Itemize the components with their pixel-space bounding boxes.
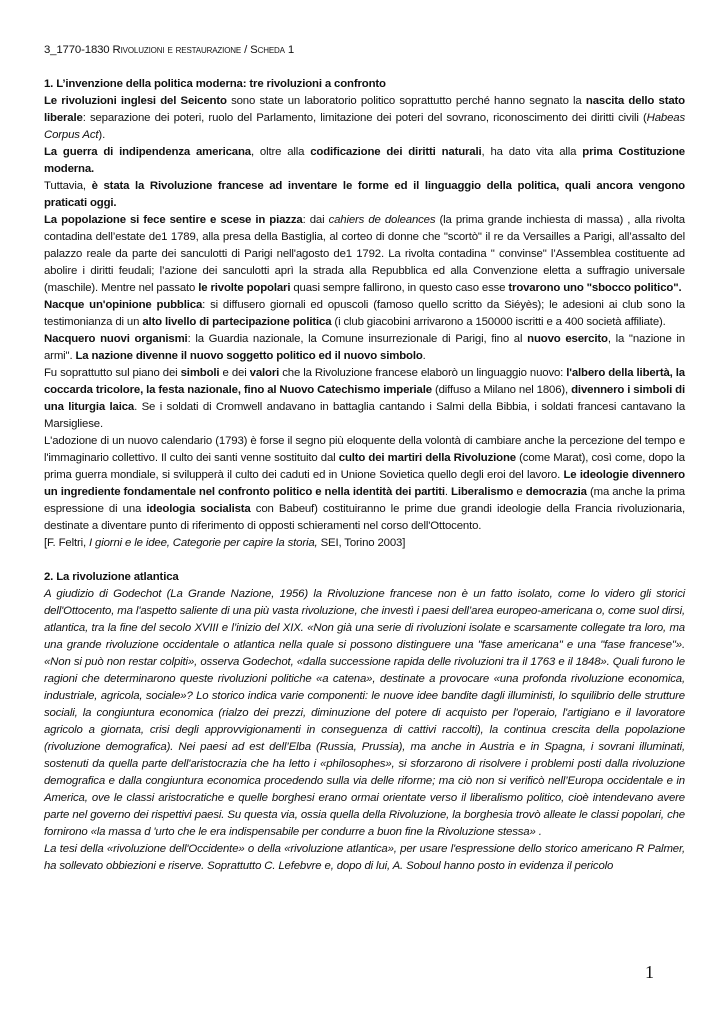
text-run: , oltre alla xyxy=(250,146,311,158)
text-run: , la "nazione in armi". xyxy=(44,333,685,362)
bold-text: Le rivoluzioni inglesi del Seicento xyxy=(44,95,227,107)
italic-text: cahiers de doleances xyxy=(328,214,436,226)
text-run: sono state un laboratorio politico soprattutto perché hanno segnato la xyxy=(226,95,586,107)
citation xyxy=(44,535,685,552)
paragraph xyxy=(44,144,685,178)
section-2-body xyxy=(44,586,685,875)
paragraph xyxy=(44,93,685,144)
bold-text: simboli xyxy=(180,367,220,379)
bold-text: democrazia xyxy=(525,486,587,498)
paragraph xyxy=(44,331,685,365)
running-header xyxy=(44,42,685,59)
paragraph xyxy=(44,297,685,331)
bold-text: nuovo esercito xyxy=(527,333,608,345)
section-1-heading: 1. L’invenzione della politica moderna: tre rivoluzioni a confronto xyxy=(44,78,386,90)
paragraph xyxy=(44,178,685,212)
bold-text: La guerra di indipendenza americana xyxy=(44,146,251,158)
header-title: Rivoluzioni e restaurazione / Scheda 1 xyxy=(112,44,295,56)
text-run: . Se i soldati di Cromwell andavano in battaglia cantando i Salmi della Bibbia, i soldati francesi cantavano la Marsigliese. xyxy=(44,401,686,430)
bold-text: codificazione dei diritti naturali xyxy=(310,146,482,158)
bold-text: La nazione divenne il nuovo soggetto politico ed il nuovo simbolo xyxy=(75,350,423,362)
text-run: (come Marat), così come, dopo la prima guerra mondiale, si svilupperà il culto dei caduti ed in Unione Sovietica quello degli eroi del lavoro. xyxy=(44,452,685,481)
italic-text: La tesi della «rivoluzione dell'Occidente» o della «rivoluzione atlantica», per usare l'espressione dello storico americano R Palmer, ha sollevato obbiezioni e riserve. Soprattutto C. Lefebvre e, dopo di lui, A. Soboul hanno posto in evidenza il pericolo xyxy=(44,843,685,872)
text-run: [F. Feltri, xyxy=(44,537,90,549)
text-run: Tuttavia, xyxy=(44,180,92,192)
bold-text: divennero i simboli di una liturgia laica xyxy=(44,384,685,413)
bold-text: nascita dello stato liberale xyxy=(44,95,685,124)
paragraph xyxy=(44,365,685,433)
text-run: quasi sempre fallirono, in questo caso esse xyxy=(290,282,509,294)
text-run: . xyxy=(422,350,426,362)
bold-text: valori xyxy=(249,367,280,379)
text-run: : dai xyxy=(302,214,329,226)
bold-text: alto livello di partecipazione politica xyxy=(142,316,332,328)
bold-text: culto dei martiri della Rivoluzione xyxy=(338,452,516,464)
paragraph xyxy=(44,841,685,875)
bold-text: le rivolte popolari xyxy=(198,282,291,294)
paragraph xyxy=(44,586,685,841)
text-run: (la prima grande inchiesta di massa) , alla rivolta contadina dell’estate de1 1789, alla presa della Bastiglia, al corteo di donne che "scortò" il re da Versailles a Parigi, all’assalto del palazzo reale da parte dei sanculotti di Parigi nell'agosto de1 1792. La rivolta contadina " convinse" l’Assemblea costituente ad abolire i diritti feudali; l’azione dei sanculotti aprì la strada alla Repubblica ed alla Convenzione eletta a suffragio universale (maschile). Mentre nel passato xyxy=(44,214,685,294)
text-run: ). xyxy=(98,129,106,141)
bold-text: ideologia socialista xyxy=(146,503,251,515)
section-2-heading: 2. La rivoluzione atlantica xyxy=(44,571,179,583)
text-run: (ma anche la prima espressione di una xyxy=(44,486,685,515)
bold-text: l'albero della libertà, la coccarda tricolore, la festa nazionale, fino al Nuovo Catechismo imperiale xyxy=(44,367,685,396)
document-page xyxy=(44,42,685,875)
text-run: (i club giacobini arrivarono a 150000 iscritti e a 400 società affiliate). xyxy=(331,316,666,328)
section-1-body xyxy=(44,93,685,535)
text-run: : separazione dei poteri, ruolo del Parlamento, limitazione dei poteri del sovrano, riconoscimento dei diritti civili ( xyxy=(82,112,647,124)
bold-text: trovarono uno "sbocco politico". xyxy=(508,282,682,294)
text-run: . xyxy=(444,486,452,498)
bold-text: Le ideologie divennero un ingrediente fondamentale nel confronto politico e nella identità dei partiti xyxy=(44,469,685,498)
text-run: SEI, Torino 2003] xyxy=(317,537,406,549)
bold-text: è stata la Rivoluzione francese ad inventare le forme ed il linguaggio della politica, quali ancora vengono praticati oggi. xyxy=(44,180,685,209)
bold-text: La popolazione si fece sentire e scese in piazza xyxy=(44,214,303,226)
bold-text: Nacquero nuovi organismi xyxy=(44,333,188,345)
text-run: e xyxy=(513,486,526,498)
paragraph xyxy=(44,433,685,535)
italic-text: I giorni e le idee, Categorie per capire la storia, xyxy=(89,537,318,549)
text-run: Fu soprattutto sul piano dei xyxy=(44,367,181,379)
page-number: 1 xyxy=(645,962,654,982)
text-run: L'adozione di un nuovo calendario (1793) è forse il segno più eloquente della volontà di cambiare anche la percezione del tempo e l'immaginario collettivo. Il culto dei santi venne sostituito dal xyxy=(44,435,685,464)
italic-text: Habeas Corpus Act xyxy=(44,112,685,141)
italic-text: A giudizio di Godechot (La Grande Nazione, 1956) la Rivoluzione francese non è un fatto isolato, come lo videro gli storici dell'Ottocento, ma l'aspetto saliente di una più vasta rivoluzione, che investì i paesi dell’area europeo-americana o, come suol dirsi, atlantica, tra la fine del secolo XVIII e l’inizio del XIX. «Non già una serie di rivoluzioni isolate e scarsamente collegate tra loro, ma una grande rivoluzione occidentale o atlantica nella quale si possono distinguere una "fase americana" e una "fase francese"». «Non si può non restar colpiti», osserva Godechot, «dalla successione rapida delle rivoluzioni tra il 1763 e il 1848». Quali furono le ragioni che determinarono queste rivoluzioni politiche «a catena», destinate a provocare «una profonda rivoluzione economica, industriale, agricola, sociale»? Lo storico indica varie componenti: le nuove idee bandite dagli illuministi, lo squilibrio delle strutture sociali, la congiuntura economica (rialzo dei prezzi, diminuzione del potere di acquisto per l'operaio, l'artigiano e il lavoratore agricolo a giornata, crisi degli approvvigionamenti in conseguenza di cattivi raccolti), la continua crescita della popolazione (rivoluzione demografica). Nei paesi ad est dell’Elba (Russia, Prussia), ma anche in Austria e in Spagna, i sovrani illuminati, sostenuti da quella parte dell'aristocrazia che ha letto i «philosophes», si sforzarono di risolvere i problemi posti dalla rivoluzione demografica e dalla congiuntura economica procedendo sulla via delle riforme; ma ciò non si verificò nell’Europa occidentale e in America, ove le classi aristocratiche e quelle borghesi erano ormai orientate verso il liberalismo politico, cioè intendevano avere parte nel governo dei rispettivi paesi. Su questa via, ossia quella della Rivoluzione, la borghesia trovò alleate le classi popolari, che fornirono «la massa d 'urto che le era indispensabile per condurre a buon fine la Rivoluzione stessa» . xyxy=(44,588,685,838)
bold-text: Liberalismo xyxy=(451,486,514,498)
text-run: che la Rivoluzione francese elaborò un linguaggio nuovo: xyxy=(279,367,567,379)
paragraph xyxy=(44,212,685,297)
text-run: : si diffusero giornali ed opuscoli (famoso quello scritto da Siéyès); le adesioni ai club sono la testimonianza di un xyxy=(44,299,685,328)
bold-text: prima Costituzione moderna. xyxy=(44,146,685,175)
text-run: (diffuso a Milano nel 1806), xyxy=(431,384,572,396)
text-run: : la Guardia nazionale, la Comune insurrezionale di Parigi, fino al xyxy=(187,333,528,345)
header-code: 3_1770-1830 xyxy=(44,44,113,56)
text-run: , ha dato vita alla xyxy=(481,146,583,158)
text-run: con Babeuf) costituiranno le prime due grandi ideologie della Francia rivoluzionaria, destinate a diventare punto di riferimento di opposti schieramenti nel corso dell'Ottocento. xyxy=(44,503,685,532)
text-run: e dei xyxy=(219,367,250,379)
bold-text: Nacque un'opinione pubblica xyxy=(44,299,203,311)
